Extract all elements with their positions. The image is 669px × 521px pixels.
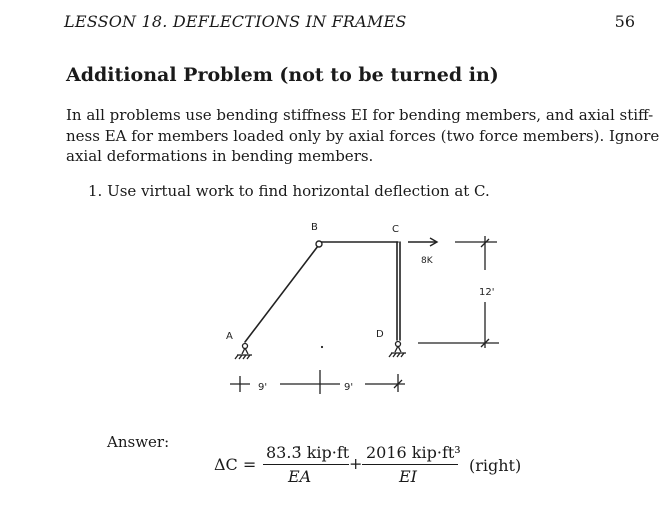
label-d: D: [376, 329, 384, 340]
term1-numerator: 83.3̄ kip·ft: [266, 443, 350, 462]
running-header: LESSON 18. DEFLECTIONS IN FRAMES: [64, 12, 407, 31]
page-number: 56: [614, 12, 635, 31]
hinge-b: [316, 241, 322, 247]
support-a: [235, 344, 252, 360]
label-b: B: [311, 222, 318, 233]
plus-sign: +: [349, 454, 363, 473]
answer-label: Answer:: [107, 433, 170, 451]
span-right-label: 9': [344, 382, 354, 393]
term2-fraction-bar: [362, 464, 458, 465]
term1-fraction-bar: [263, 464, 349, 465]
support-d: [389, 342, 406, 358]
term2-numerator: 2016 kip·ft³: [366, 443, 461, 462]
span-dimension: [230, 370, 405, 394]
term1-denominator: EA: [288, 467, 312, 486]
problem-text: Use virtual work to find horizontal deflection at C.: [107, 182, 490, 200]
section-title: Additional Problem (not to be turned in): [66, 64, 499, 86]
direction-note: (right): [469, 456, 522, 475]
equation-lhs: ΔC =: [214, 455, 257, 474]
term2-denominator: EI: [399, 467, 417, 486]
intro-line-3: axial deformations in bending members.: [66, 147, 374, 165]
problem-number: 1.: [88, 182, 103, 200]
label-a: A: [226, 331, 233, 342]
intro-line-2: ness EA for members loaded only by axial forces (two force members). Ignore: [66, 126, 660, 145]
member-ab: [245, 246, 318, 342]
intro-line-1: In all problems use bending stiffness EI for bending members, and axial stiff-: [66, 106, 654, 124]
label-c: C: [392, 224, 399, 235]
height-label: 12': [479, 287, 495, 298]
load-arrow: [408, 238, 437, 246]
load-label: 8K: [421, 256, 433, 266]
span-left-label: 9': [258, 382, 268, 393]
